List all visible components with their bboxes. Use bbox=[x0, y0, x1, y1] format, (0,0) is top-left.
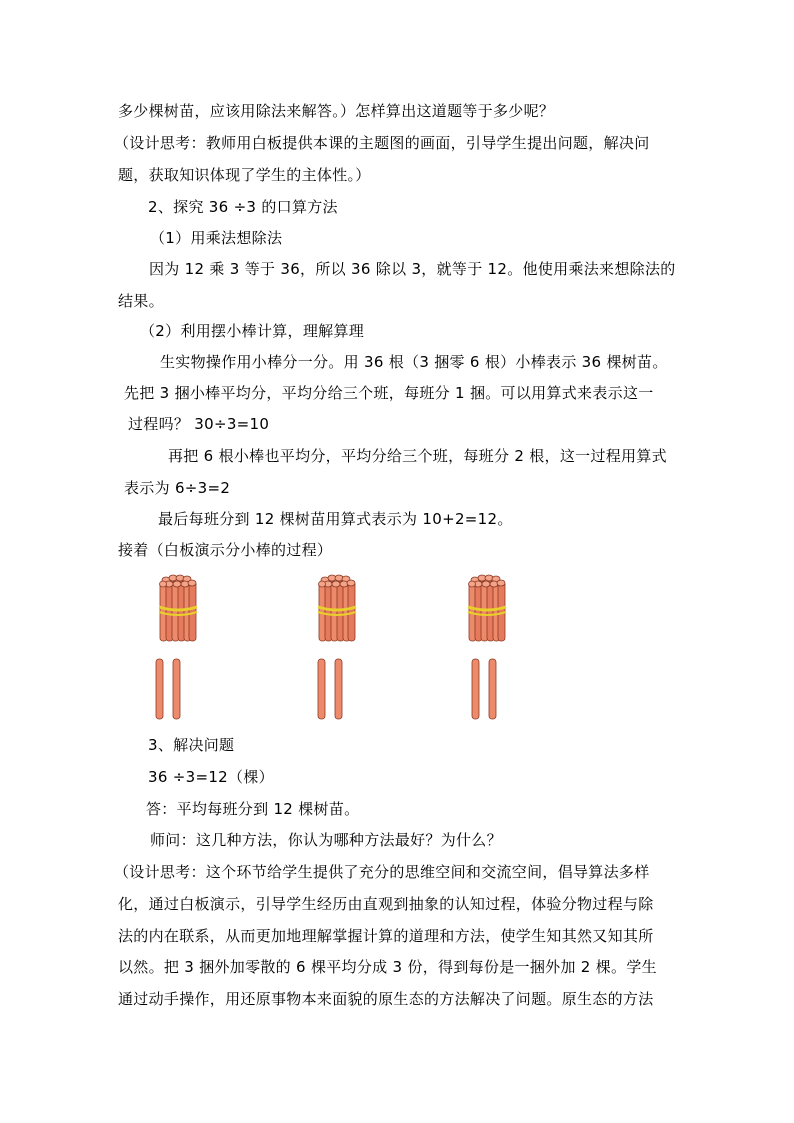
text-line-13: 表示为 6÷3=2 bbox=[124, 479, 231, 497]
text-line-6: 因为 12 乘 3 等于 36，所以 36 除以 3，就等于 12。他使用乘法来想除法的 bbox=[149, 260, 676, 278]
text-line-3: 题，获取知识体现了学生的主体性。） bbox=[118, 166, 371, 184]
text-line-22: 法的内在联系，从而更加地理解掌握计算的道理和方法，使学生知其然又知其所 bbox=[118, 927, 654, 945]
sticks-illustration bbox=[140, 570, 520, 725]
stick-bundle-2 bbox=[316, 573, 358, 643]
text-line-9: 生实物操作用小棒分一分。用 36 根（3 捆零 6 根）小棒表示 36 棵树苗。 bbox=[160, 353, 668, 371]
text-line-15: 接着（白板演示分小棒的过程） bbox=[118, 541, 333, 559]
stick-bundle-3 bbox=[466, 573, 508, 643]
loose-sticks-3 bbox=[470, 657, 500, 721]
text-line-23: 以然。把 3 捆外加零散的 6 棵平均分成 3 份，得到每份是一捆外加 2 棵。学生 bbox=[118, 958, 657, 976]
heading-3: 3、解决问题 bbox=[148, 736, 235, 754]
text-line-7: 结果。 bbox=[118, 292, 164, 310]
text-line-10: 先把 3 捆小棒平均分，平均分给三个班，每班分 1 捆。可以用算式来表示这一 bbox=[124, 384, 654, 402]
heading-2: 2、探究 36 ÷3 的口算方法 bbox=[148, 198, 338, 216]
text-line-1: 多少棵树苗，应该用除法来解答。）怎样算出这道题等于多少呢？ bbox=[118, 102, 555, 120]
stick-bundle-1 bbox=[157, 573, 199, 643]
text-line-2: （设计思考：教师用白板提供本课的主题图的画面，引导学生提出问题，解决问 bbox=[114, 134, 650, 152]
equation-line: 36 ÷3=12（棵） bbox=[148, 768, 274, 786]
text-line-11: 过程吗？ 30÷3=10 bbox=[128, 415, 270, 433]
loose-sticks-2 bbox=[316, 657, 346, 721]
question-line: 师问：这几种方法，你认为哪种方法最好？为什么？ bbox=[150, 831, 502, 849]
subheading-2: （2）利用摆小棒计算，理解算理 bbox=[140, 322, 365, 340]
text-line-14: 最后每班分到 12 棵树苗用算式表示为 10+2=12。 bbox=[158, 510, 513, 528]
text-line-24: 通过动手操作，用还原事物本来面貌的原生态的方法解决了问题。原生态的方法 bbox=[118, 990, 654, 1008]
text-line-21: 化，通过白板演示，引导学生经历由直观到抽象的认知过程，体验分物过程与除 bbox=[118, 895, 654, 913]
loose-sticks-1 bbox=[154, 657, 184, 721]
text-line-12: 再把 6 根小棒也平均分，平均分给三个班，每班分 2 根，这一过程用算式 bbox=[168, 447, 667, 465]
answer-line: 答：平均每班分到 12 棵树苗。 bbox=[146, 800, 360, 818]
subheading-1: （1）用乘法想除法 bbox=[150, 229, 283, 247]
text-line-20: （设计思考：这个环节给学生提供了充分的思维空间和交流空间，倡导算法多样 bbox=[114, 863, 650, 881]
